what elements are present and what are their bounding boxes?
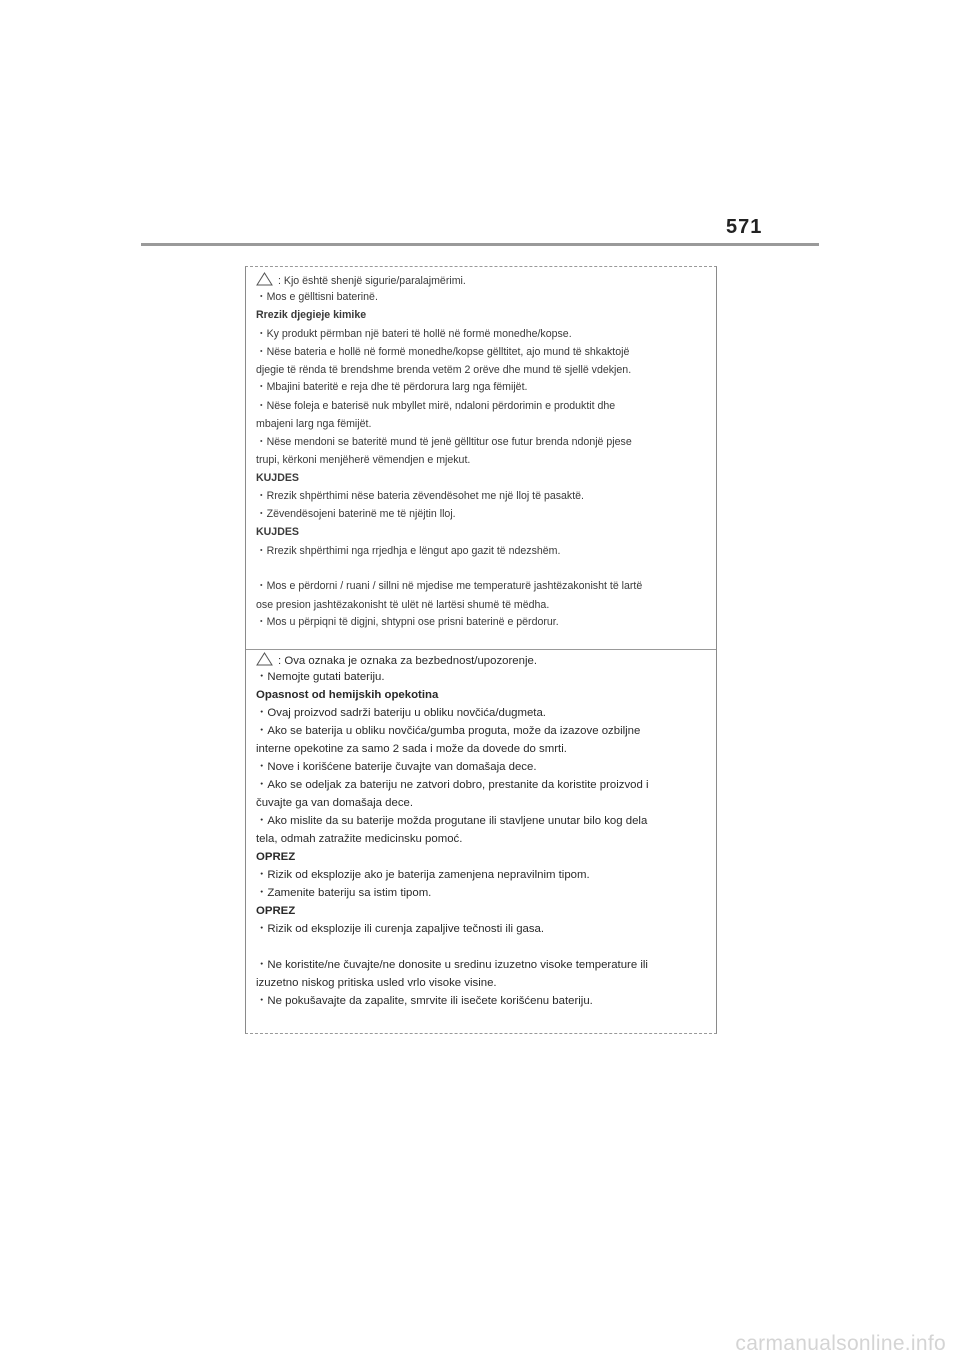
text-line: ・Ako se odeljak za bateriju ne zatvori dobro, prestanite da koristite proizvod i xyxy=(256,779,649,791)
text-line: ・Ne pokušavajte da zapalite, smrvite ili isečete korišćenu bateriju. xyxy=(256,995,593,1007)
text-line: ose presion jashtëzakonisht të ulët në lartësi shumë të mëdha. xyxy=(256,599,550,611)
text-line: ・Ovaj proizvod sadrži bateriju u obliku novčića/dugmeta. xyxy=(256,707,546,719)
text-line: ・Zëvendësojeni baterinë me të njëjtin lloj. xyxy=(256,508,456,520)
page-number: 571 xyxy=(726,216,763,238)
caution-heading: OPREZ xyxy=(256,851,296,863)
text-line: ・Nove i korišćene baterije čuvajte van domašaja dece. xyxy=(256,761,537,773)
text-line: mbajeni larg nga fëmijët. xyxy=(256,418,372,430)
text-line: ・Mos e përdorni / ruani / sillni në mjedise me temperaturë jashtëzakonisht të lartë xyxy=(256,580,643,592)
caution-heading: KUJDES xyxy=(256,472,299,484)
text-line: ・Rrezik shpërthimi nga rrjedhja e lëngut apo gazit të ndezshëm. xyxy=(256,545,561,557)
warning-heading-text: : Kjo është shenjë sigurie/paralajmërimi. xyxy=(278,275,466,287)
section-heading: Opasnost od hemijskih opekotina xyxy=(256,689,439,701)
text-line: čuvajte ga van domašaja dece. xyxy=(256,797,414,809)
caution-heading: OPREZ xyxy=(256,905,296,917)
text-line: trupi, kërkoni menjëherë vëmendjen e mjekut. xyxy=(256,454,471,466)
text-line: ・Ako mislite da su baterije možda progutane ili stavljene unutar bilo kog dela xyxy=(256,815,648,827)
text-line: ・Ky produkt përmban një bateri të hollë në formë monedhe/kopse. xyxy=(256,328,572,340)
text-line: ・Mos e gëlltisni baterinë. xyxy=(256,291,378,303)
text-line: ・Rizik od eksplozije ili curenja zapaljive tečnosti ili gasa. xyxy=(256,923,545,935)
header-rule xyxy=(141,243,819,246)
text-line: ・Nemojte gutati bateriju. xyxy=(256,671,385,683)
text-line: ・Nëse mendoni se bateritë mund të jenë gëlltitur ose futur brenda ndonjë pjese xyxy=(256,436,632,448)
text-line: ・Rrezik shpërthimi nëse bateria zëvendësohet me një lloj të pasaktë. xyxy=(256,490,584,502)
text-line: tela, odmah zatražite medicinsku pomoć. xyxy=(256,833,463,845)
warning-box-albanian xyxy=(245,266,717,650)
warning-box-serbian xyxy=(245,648,717,1034)
warning-heading xyxy=(256,652,537,668)
warning-heading-text: : Ova oznaka je oznaka za bezbednost/upozorenje. xyxy=(278,655,537,667)
text-line: ・Ako se baterija u obliku novčića/gumba proguta, može da izazove ozbiljne xyxy=(256,725,641,737)
text-line: ・Mbajini bateritë e reja dhe të përdorura larg nga fëmijët. xyxy=(256,381,528,393)
text-line: izuzetno niskog pritiska usled vrlo visoke visine. xyxy=(256,977,497,989)
text-line: ・Rizik od eksplozije ako je baterija zamenjena nepravilnim tipom. xyxy=(256,869,590,881)
text-line: ・Nëse foleja e baterisë nuk mbyllet mirë, ndaloni përdorimin e produktit dhe xyxy=(256,400,616,412)
warning-triangle-icon xyxy=(256,272,278,286)
caution-heading: KUJDES xyxy=(256,526,299,538)
warning-triangle-icon xyxy=(256,652,278,666)
text-line: ・Ne koristite/ne čuvajte/ne donosite u sredinu izuzetno visoke temperature ili xyxy=(256,959,648,971)
section-heading: Rrezik djegieje kimike xyxy=(256,309,367,321)
watermark: carmanualsonline.info xyxy=(735,1332,946,1355)
text-line: ・Mos u përpiqni të digjni, shtypni ose prisni baterinë e përdorur. xyxy=(256,616,559,628)
text-line: ・Nëse bateria e hollë në formë monedhe/kopse gëlltitet, ajo mund të shkaktojë xyxy=(256,346,630,358)
text-line: djegie të rënda të brendshme brenda vetëm 2 orëve dhe mund të sjellë vdekjen. xyxy=(256,364,632,376)
warning-heading xyxy=(256,272,466,288)
text-line: ・Zamenite bateriju sa istim tipom. xyxy=(256,887,432,899)
text-line: interne opekotine za samo 2 sada i može da dovede do smrti. xyxy=(256,743,567,755)
